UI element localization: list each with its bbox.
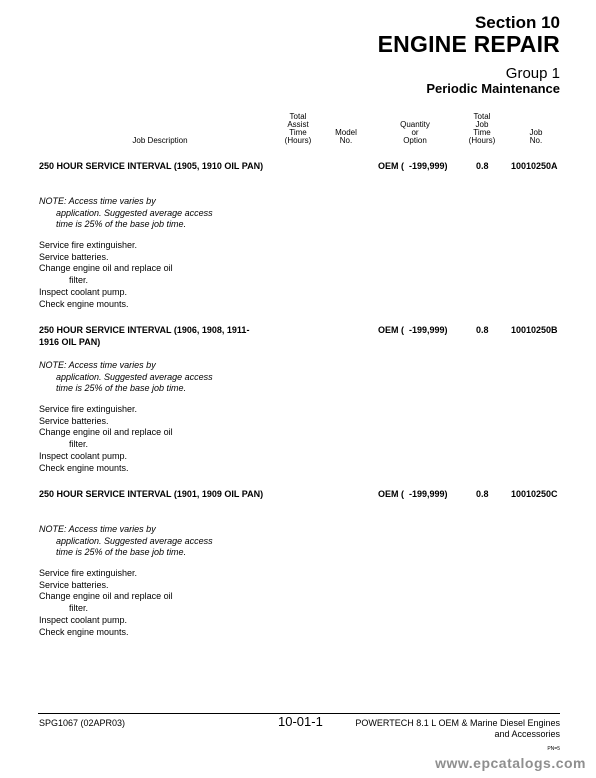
note-line: NOTE: Access time varies by [39,360,156,370]
step-line: Check engine mounts. [39,298,129,309]
col-total-job-time: Total Job Time (Hours) [468,112,496,145]
entry-quantity: OEM ( -199,999) [378,489,448,499]
note-line: time is 25% of the base job time. [56,383,187,393]
entry-steps [39,240,173,310]
step-line: Inspect coolant pump. [39,450,128,461]
footer-title-line: and Accessories [494,729,560,739]
note-line: time is 25% of the base job time. [56,547,187,557]
entry-job-time: 0.8 [476,161,489,171]
entry-quantity: OEM ( -199,999) [378,161,448,171]
footer-doc-id: SPG1067 (02APR03) [39,718,126,728]
job-entry [0,324,596,484]
note-line: application. Suggested average access [56,207,213,218]
footer-page-number: 10-01-1 [278,714,323,729]
entry-title: 250 HOUR SERVICE INTERVAL (1905, 1910 OIL PAN) [39,161,264,171]
note-line: application. Suggested average access [56,535,213,546]
entry-title: 250 HOUR SERVICE INTERVAL (1906, 1908, 1911-1916 OIL PAN) [39,325,250,347]
step-line: Inspect coolant pump. [39,614,128,625]
note-line: NOTE: Access time varies by [39,196,156,206]
entry-job-time: 0.8 [476,489,489,499]
entry-title: 250 HOUR SERVICE INTERVAL (1901, 1909 OIL PAN) [39,489,264,499]
section-label: Section 10 [474,13,560,32]
entry-quantity: OEM ( -199,999) [378,325,448,335]
entry-job-no: 10010250C [511,489,558,499]
col-quantity-or-option: Quantity or Option [400,120,430,145]
job-entry [0,160,596,320]
col-model-no: Model No. [335,128,357,145]
entry-job-time: 0.8 [476,325,489,335]
step-line: Service fire extinguisher. [39,240,138,250]
note-line: time is 25% of the base job time. [56,219,187,229]
step-line: Service fire extinguisher. [39,568,138,578]
step-line: Service batteries. [39,579,109,590]
footer-manual-title [355,718,560,740]
step-line: Service batteries. [39,251,109,262]
group-title: Periodic Maintenance [426,81,560,96]
step-line: Service fire extinguisher. [39,404,138,414]
step-line: filter. [69,439,89,450]
step-line: Change engine oil and replace oil [39,263,173,274]
step-line: Check engine mounts. [39,626,129,637]
note-line: NOTE: Access time varies by [39,524,156,534]
step-line: Inspect coolant pump. [39,286,128,297]
step-line: Change engine oil and replace oil [39,427,173,438]
entry-note [39,360,213,395]
col-job-no: Job No. [529,128,543,145]
col-total-assist-time: Total Assist Time (Hours) [284,112,312,145]
step-line: filter. [69,603,89,614]
watermark: www.epcatalogs.com [435,755,586,771]
step-line: Change engine oil and replace oil [39,591,173,602]
entry-job-no: 10010250B [511,325,558,335]
entry-steps [39,404,173,474]
note-line: application. Suggested average access [56,371,213,382]
entry-job-no: 10010250A [511,161,558,171]
job-entry [0,488,596,648]
step-line: Service batteries. [39,415,109,426]
group-label: Group 1 [505,65,560,82]
entry-note [39,196,213,231]
entry-steps [39,568,173,638]
step-line: Check engine mounts. [39,462,129,473]
footer-code: PN=5 [547,746,560,752]
entry-note [39,524,213,559]
section-title: ENGINE REPAIR [377,31,560,57]
footer-title-line: POWERTECH 8.1 L OEM & Marine Diesel Engines [355,718,560,728]
step-line: filter. [69,275,89,286]
col-job-description: Job Description [132,136,188,145]
